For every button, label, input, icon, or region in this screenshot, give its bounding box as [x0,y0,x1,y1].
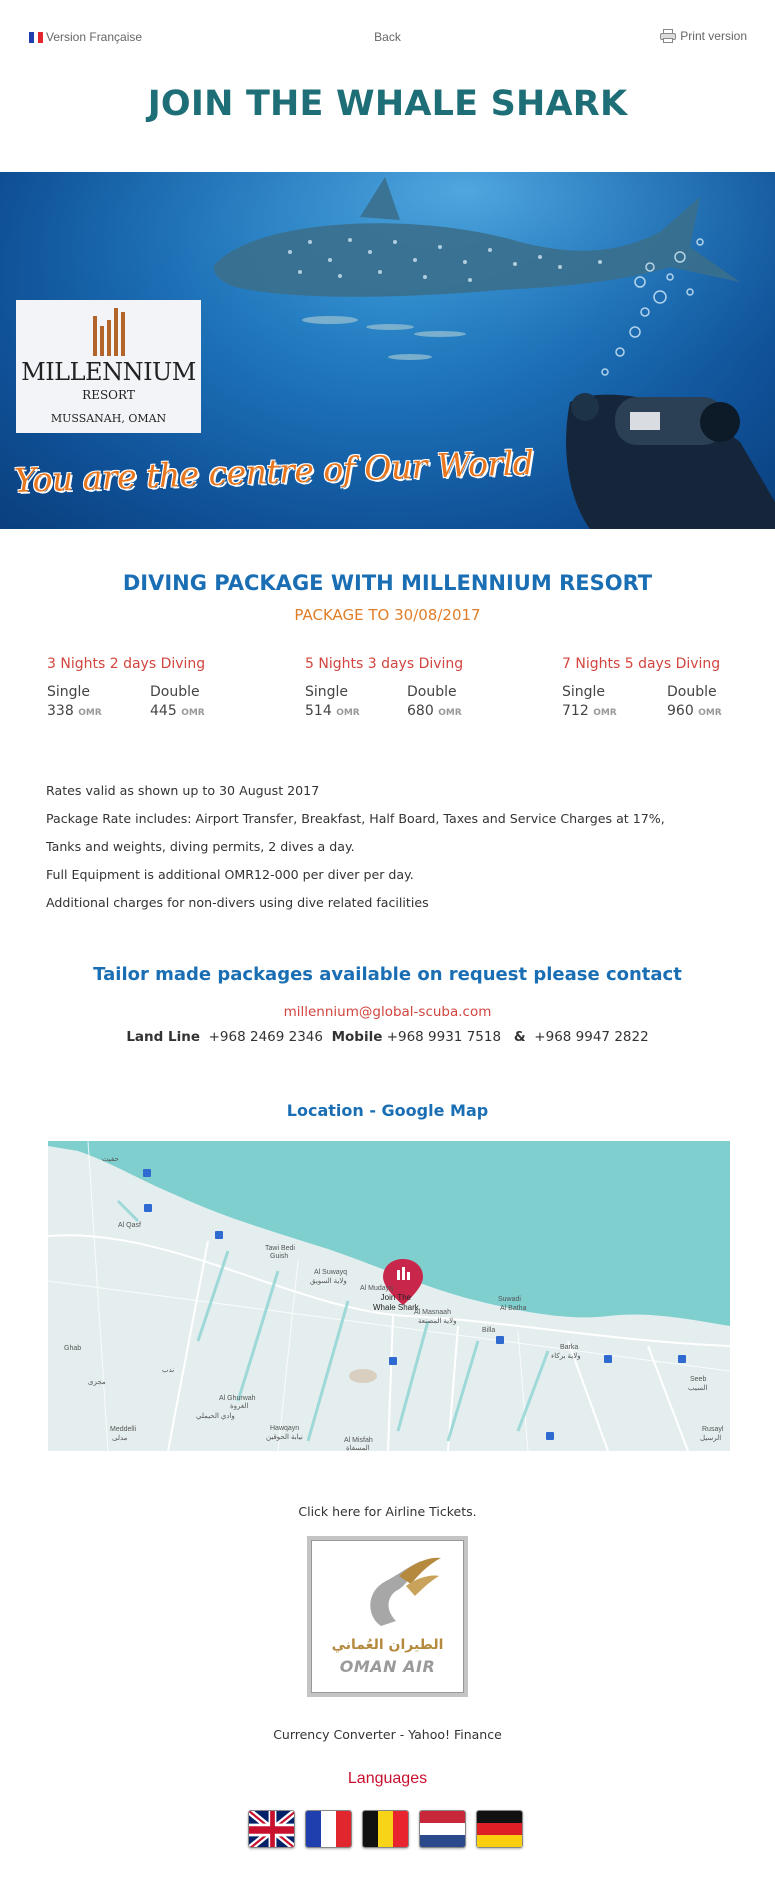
tailor-made-heading: Tailor made packages available on request please contact [93,964,682,985]
uk-flag-icon[interactable] [248,1810,295,1848]
double-price: 445 OMR [150,703,205,719]
google-map[interactable]: حفيت Al Qasf Tawi Bedi Guish Al Suwayq ولاية السويق Al Mudayq Al Masnaah ولاية المصنعة Suwadi Al Batha Billa Barka ولاية بركاء Seeb السيب Ghab مجزى Al Ghurwah الغروة وادي الحيملي Meddelli مدلى Hawqayn نيابة الحوقين Al Misfah المسفاة Rusayl الرسيل ندب Join The Whale Shark [48,1141,730,1451]
oman-air-logo[interactable] [307,1536,468,1697]
double-label: Double [150,684,200,700]
single-price: 514 OMR [305,703,360,719]
single-label: Single [47,684,91,700]
contact-phones: Land Line +968 2469 2346 Mobile +968 9931 7518 & +968 9947 2822 [126,1029,649,1045]
double-price: 960 OMR [667,703,722,719]
double-label: Double [407,684,457,700]
package-option [305,656,475,719]
note-line: Tanks and weights, diving permits, 2 dives a day. [46,839,355,854]
hero-tagline: You are the centre of Our World [13,442,535,501]
hero-banner [0,172,775,529]
package-notes [46,777,746,917]
airline-tickets-link[interactable]: Click here for Airline Tickets. [298,1504,477,1519]
package-title: DIVING PACKAGE WITH MILLENNIUM RESORT [122,571,653,595]
back-link[interactable]: Back [374,30,401,44]
page-title: JOIN THE WHALE SHARK [147,84,628,124]
single-label: Single [305,684,349,700]
single-label: Single [562,684,606,700]
package-name: 7 Nights 5 days Diving [562,656,721,672]
note-line: Full Equipment is additional OMR12-000 per diver per day. [46,867,414,882]
germany-flag-icon[interactable] [476,1810,523,1848]
belgium-flag-icon[interactable] [362,1810,409,1848]
french-version-label: Version Française [46,30,143,44]
contact-email-link[interactable]: millennium@global-scuba.com [283,1004,492,1020]
double-label: Double [667,684,717,700]
note-line: Additional charges for non-divers using dive related facilities [46,895,429,910]
millennium-bars-icon [93,308,126,356]
note-line: Rates valid as shown up to 30 August 2017 [46,783,320,798]
oman-air-english: OMAN AIR [339,1657,436,1676]
package-option [562,656,732,719]
package-subtitle: PACKAGE TO 30/08/2017 [294,606,481,624]
language-flags [248,1810,528,1850]
location-heading: Location - Google Map [286,1101,489,1120]
millennium-resort-logo: MILLENNIUM RESORT MUSSANAH, OMAN [16,300,201,433]
currency-converter-link[interactable]: Currency Converter - Yahoo! Finance [273,1727,502,1742]
france-flag-icon[interactable] [305,1810,352,1848]
note-line: Package Rate includes: Airport Transfer, Breakfast, Half Board, Taxes and Service Charges at 17%, [46,811,665,826]
printer-icon [660,29,676,43]
single-price: 712 OMR [562,703,617,719]
languages-heading: Languages [347,1770,428,1787]
double-price: 680 OMR [407,703,462,719]
oman-air-arabic: الطيران العُماني [331,1637,444,1653]
package-option [47,656,217,719]
package-name: 3 Nights 2 days Diving [47,656,206,672]
single-price: 338 OMR [47,703,102,719]
netherlands-flag-icon[interactable] [419,1810,466,1848]
print-version-label: Print version [680,29,747,43]
top-bar [0,28,775,48]
map-pin-label: Join The Whale Shark [373,1293,419,1312]
print-version-link[interactable] [660,29,747,43]
package-name: 5 Nights 3 days Diving [305,656,464,672]
oman-air-emblem-icon [311,1546,464,1636]
